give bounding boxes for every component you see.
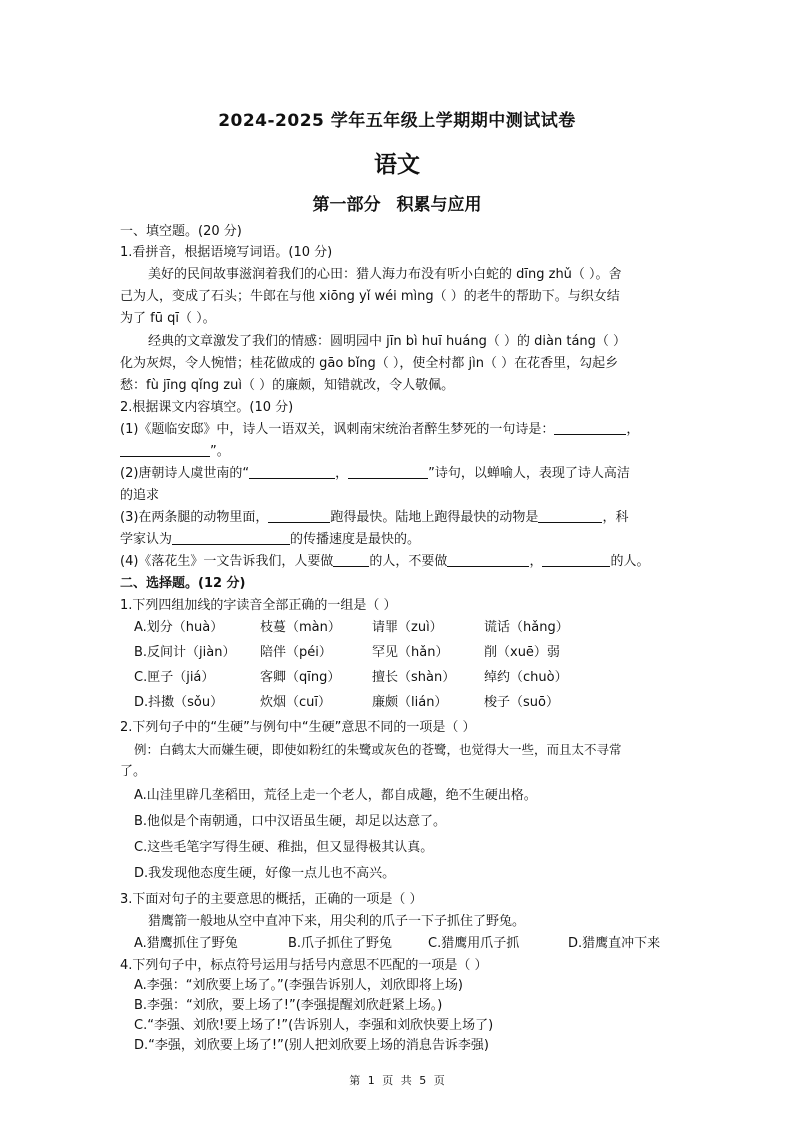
q2-item2-line1 bbox=[120, 464, 630, 484]
s2-q2-title: 2.下列句子中的“生硬”与例句中“生硬”意思不同的一项是（ ） bbox=[120, 720, 476, 735]
q2-item1-line1: (1)《题临安邸》中，诗人一语双关，讽刺南宋统治者醉生梦死的一句诗是： ， bbox=[120, 422, 640, 437]
s2-q2-option-b[interactable]: B.他似是个南朝通，口中汉语虽生硬，却足以达意了。 bbox=[134, 814, 447, 829]
q1-p2-line1: 经典的文章激发了我们的情感：圆明园中 jīn bì huī huáng（ ）的 diàn táng（ ） bbox=[148, 334, 627, 349]
q2-item4-text-c: ， bbox=[529, 554, 543, 569]
answer-blank[interactable] bbox=[538, 508, 602, 523]
q2-title: 2.根据课文内容填空。(10 分) bbox=[120, 400, 294, 415]
q2-item3-line1 bbox=[120, 508, 628, 528]
s2-q1-option-cell: 梭子（suō） bbox=[484, 695, 559, 710]
q2-item3-text-d: 学家认为 bbox=[120, 532, 173, 547]
q1-p1-line2: 己为人，变成了石头；牛郎在与他 xiōng yǐ wéi mìng（ ）的老牛的帮助下。与织女结 bbox=[120, 289, 620, 304]
s2-q1-option-cell: 炊烟（cuī） bbox=[260, 695, 331, 710]
answer-blank[interactable] bbox=[249, 464, 335, 479]
s2-q1-option-cell: 罕见（hǎn） bbox=[372, 645, 449, 660]
q2-item4 bbox=[120, 552, 649, 572]
q1-p2-line3: 愁：fù jīng qǐng zuì（ ）的廉颇，知错就改，令人敬佩。 bbox=[120, 378, 455, 393]
s2-q2-example-line1: 例：白鹤太大而嫌生硬，即使如粉红的朱鹭或灰色的苍鹭，也觉得大一些，而且太不寻常 bbox=[134, 742, 622, 757]
q2-item1-end: ”。 bbox=[210, 444, 230, 459]
s2-q1-option-cell: 谎话（hǎng） bbox=[484, 620, 569, 635]
answer-blank[interactable] bbox=[542, 552, 610, 567]
s2-q1-option-cell[interactable]: D.抖擞（sǒu） bbox=[134, 695, 224, 710]
s2-q4-option-b[interactable]: B.李强：“刘欣，要上场了!”(李强提醒刘欣赶紧上场。) bbox=[134, 998, 443, 1013]
answer-blank[interactable] bbox=[554, 420, 626, 435]
s2-q1-option-cell: 廉颇（lián） bbox=[372, 695, 448, 710]
s2-q3-sentence: 猎鹰箭一般地从空中直冲下来，用尖利的爪子一下子抓住了野兔。 bbox=[148, 914, 526, 929]
s2-q4-option-c[interactable]: C.“李强、刘欣!要上场了!”(告诉别人，李强和刘欣快要上场了) bbox=[134, 1018, 494, 1033]
s2-q1-option-cell: 客卿（qīng） bbox=[260, 670, 341, 685]
q2-item3-text-b: 跑得最快。陆地上跑得最快的动物是 bbox=[330, 510, 539, 525]
q2-item1-text: (1)《题临安邸》中，诗人一语双关，讽刺南宋统治者醉生梦死的一句诗是： bbox=[120, 422, 555, 437]
s2-q1-option-cell: 削（xuē）弱 bbox=[484, 645, 560, 660]
exam-title: 2024-2025 学年五年级上学期期中测试试卷 bbox=[218, 111, 576, 131]
q2-item3-line2 bbox=[120, 530, 420, 550]
section2-heading: 二、选择题。(12 分) bbox=[120, 576, 246, 591]
s2-q3-title: 3.下面对句子的主要意思的概括，正确的一项是（ ） bbox=[120, 892, 423, 907]
q2-item4-text-a: (4)《落花生》一文告诉我们，人要做 bbox=[120, 554, 334, 569]
s2-q2-example-line2: 了。 bbox=[120, 764, 147, 779]
q2-item2-line2: 的追求 bbox=[120, 488, 160, 503]
s2-q3-option-d[interactable]: D.猎鹰直冲下来 bbox=[568, 936, 661, 951]
answer-blank[interactable] bbox=[268, 508, 330, 523]
s2-q1-option-cell[interactable]: C.匣子（jiá） bbox=[134, 670, 215, 685]
part-title: 第一部分 积累与应用 bbox=[312, 195, 482, 215]
s2-q3-option-b[interactable]: B.爪子抓住了野兔 bbox=[288, 936, 393, 951]
s2-q4-title: 4.下列句子中，标点符号运用与括号内意思不匹配的一项是（ ） bbox=[120, 958, 488, 973]
s2-q1-option-cell: 绰约（chuò） bbox=[484, 670, 568, 685]
q2-item3-text-c: ，科 bbox=[602, 510, 629, 525]
s2-q1-title: 1.下列四组加线的字读音全部正确的一组是（ ） bbox=[120, 598, 397, 613]
s2-q2-option-c[interactable]: C.这些毛笔字写得生硬、稚拙，但又显得极其认真。 bbox=[134, 840, 434, 855]
section1-heading: 一、填空题。(20 分) bbox=[120, 224, 242, 239]
q2-item1-line2 bbox=[120, 442, 230, 462]
s2-q1-option-cell: 擅长（shàn） bbox=[372, 670, 456, 685]
answer-blank[interactable] bbox=[172, 530, 290, 545]
q2-item3-text-e: 的传播速度是最快的。 bbox=[290, 532, 421, 547]
s2-q1-option-cell[interactable]: B.反间计（jiàn） bbox=[134, 645, 236, 660]
answer-blank[interactable] bbox=[333, 552, 369, 567]
s2-q2-option-d[interactable]: D.我发现他态度生硬，好像一点儿也不高兴。 bbox=[134, 866, 396, 881]
q2-item3-text-a: (3)在两条腿的动物里面， bbox=[120, 510, 269, 525]
s2-q4-option-d[interactable]: D.“李强，刘欣要上场了!”(别人把刘欣要上场的消息告诉李强) bbox=[134, 1038, 489, 1053]
s2-q1-option-cell: 请罪（zuì） bbox=[372, 620, 443, 635]
s2-q4-option-a[interactable]: A.李强：“刘欣要上场了。”(李强告诉别人，刘欣即将上场) bbox=[134, 978, 463, 993]
q1-title: 1.看拼音，根据语境写词语。(10 分) bbox=[120, 245, 333, 260]
page-footer: 第 1 页 共 5 页 bbox=[349, 1074, 445, 1087]
answer-blank[interactable] bbox=[348, 464, 428, 479]
q2-item2-text-a: (2)唐朝诗人虞世南的“ bbox=[120, 466, 250, 481]
q2-item4-text-d: 的人。 bbox=[610, 554, 650, 569]
s2-q1-option-cell: 枝蔓（màn） bbox=[260, 620, 341, 635]
s2-q3-option-a[interactable]: A.猎鹰抓住了野兔 bbox=[134, 936, 238, 951]
s2-q1-option-cell[interactable]: A.划分（huà） bbox=[134, 620, 224, 635]
q1-p2-line2: 化为灰烬，令人惋惜；桂花做成的 gāo bǐng（ ），使全村都 jìn（ ）在花香里，勾起乡 bbox=[120, 356, 619, 371]
answer-blank[interactable] bbox=[120, 442, 210, 457]
s2-q2-option-a[interactable]: A.山洼里辟几垄稻田，荒径上走一个老人，都自成趣，绝不生硬出格。 bbox=[134, 788, 537, 803]
s2-q3-option-c[interactable]: C.猎鹰用爪子抓 bbox=[428, 936, 520, 951]
answer-blank[interactable] bbox=[447, 552, 529, 567]
q2-item2-text-c: ”诗句，以蝉喻人，表现了诗人高洁 bbox=[428, 466, 630, 481]
q2-item4-text-b: 的人，不要做 bbox=[369, 554, 448, 569]
q2-item2-text-b: ， bbox=[335, 466, 349, 481]
q1-p1-line1: 美好的民间故事滋润着我们的心田：猎人海力布没有听小白蛇的 dīng zhǔ（ ）。舍 bbox=[148, 267, 622, 282]
s2-q1-option-cell: 陪伴（péi） bbox=[260, 645, 332, 660]
q1-p1-line3: 为了 fū qī（ ）。 bbox=[120, 311, 216, 326]
subject-title: 语文 bbox=[374, 152, 420, 178]
